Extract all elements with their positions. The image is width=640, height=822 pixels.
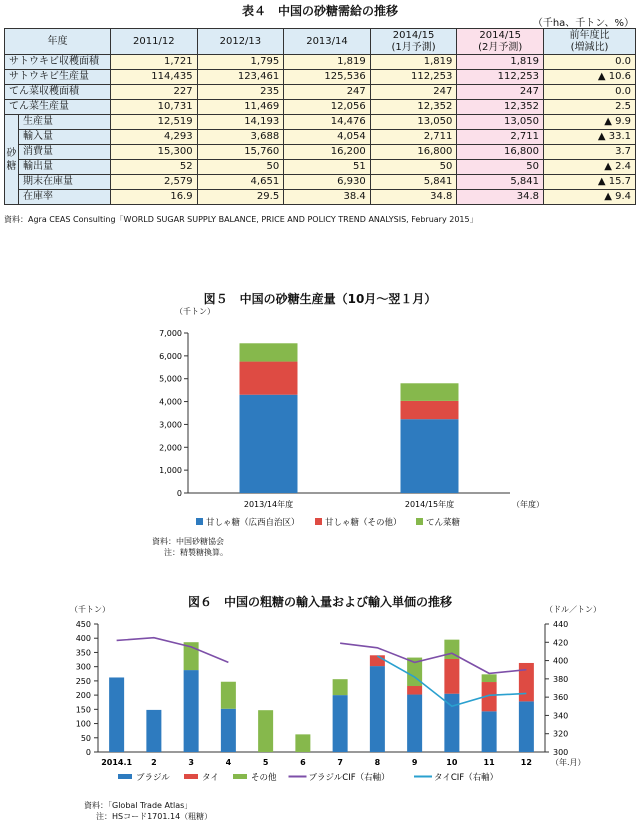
chart5-notes bbox=[152, 536, 228, 558]
table-cell: 227 bbox=[111, 85, 198, 100]
table-row bbox=[5, 175, 636, 190]
y-tick-label: 50 bbox=[80, 733, 91, 743]
table-row bbox=[5, 70, 636, 85]
chart6-note: 注：HSコード1701.14（粗糖） bbox=[96, 812, 213, 821]
table-cell: 13,050 bbox=[370, 115, 457, 130]
legend-label: タイ bbox=[202, 773, 219, 783]
header-col: 2014/15 (2月予測) bbox=[457, 29, 544, 55]
bar-segment bbox=[519, 663, 534, 701]
row-label: 在庫率 bbox=[19, 190, 111, 205]
header-year: 年度 bbox=[5, 29, 111, 55]
bar-segment bbox=[221, 709, 236, 752]
legend-label: 甘しゃ糖（その他） bbox=[325, 518, 402, 528]
table-cell: 4,651 bbox=[197, 175, 284, 190]
change-cell: 0.0 bbox=[544, 85, 636, 100]
table-cell: 29.5 bbox=[197, 190, 284, 205]
bar-segment bbox=[482, 711, 497, 752]
y-tick-label: 300 bbox=[75, 662, 91, 672]
header-col: 2012/13 bbox=[197, 29, 284, 55]
bar-segment bbox=[401, 401, 459, 419]
legend-label: ブラジル bbox=[136, 773, 170, 783]
y2-tick-label: 300 bbox=[553, 748, 569, 757]
table-row bbox=[5, 190, 636, 205]
y-tick-label: 450 bbox=[75, 620, 91, 629]
y-tick-label: 400 bbox=[75, 634, 91, 644]
table-cell: 51 bbox=[284, 160, 371, 175]
table-cell: 247 bbox=[457, 85, 544, 100]
x-tick-label: 9 bbox=[411, 758, 418, 767]
y-tick-label: 3,000 bbox=[159, 420, 182, 430]
x-tick-label: 6 bbox=[300, 758, 306, 767]
table-cell: 114,435 bbox=[111, 70, 198, 85]
y2-tick-label: 420 bbox=[553, 638, 569, 648]
table-cell: 1,819 bbox=[370, 55, 457, 70]
change-cell: ▲ 33.1 bbox=[544, 130, 636, 145]
bar-segment bbox=[519, 701, 534, 752]
table4-title: 表４ 中国の砂糖需給の推移 bbox=[241, 4, 398, 18]
table-cell: 247 bbox=[284, 85, 371, 100]
chart6-svg bbox=[0, 602, 640, 802]
x-tick-label: 2014/15年度 bbox=[404, 500, 455, 509]
table4-unit: （千ha、千トン、%） bbox=[532, 18, 634, 29]
y2-tick-label: 360 bbox=[553, 693, 569, 703]
table-cell: 12,056 bbox=[284, 100, 371, 115]
chart5-svg bbox=[0, 300, 640, 570]
row-label: サトウキビ生産量 bbox=[5, 70, 111, 85]
table-row bbox=[5, 160, 636, 175]
chart6-xlabel: （年.月） bbox=[551, 758, 586, 767]
bar-segment bbox=[240, 362, 298, 395]
bar-segment bbox=[258, 710, 273, 752]
table-cell: 5,841 bbox=[370, 175, 457, 190]
sugar-group-label: 砂 糖 bbox=[5, 115, 19, 205]
chart6-notes bbox=[84, 800, 212, 822]
row-label: てん菜収穫面積 bbox=[5, 85, 111, 100]
chart5-note: 資料：中国砂糖協会 bbox=[152, 537, 224, 546]
x-tick-label: 8 bbox=[374, 758, 381, 767]
table-cell: 10,731 bbox=[111, 100, 198, 115]
legend-swatch bbox=[118, 774, 132, 779]
table-row bbox=[5, 55, 636, 70]
bar-segment bbox=[401, 419, 459, 493]
x-tick-label: 2014.1 bbox=[101, 758, 133, 767]
legend-label: てん菜糖 bbox=[426, 518, 461, 528]
table-cell: 112,253 bbox=[457, 70, 544, 85]
line-series-segment bbox=[340, 643, 526, 673]
table-cell: 12,352 bbox=[457, 100, 544, 115]
table-cell: 16,800 bbox=[457, 145, 544, 160]
table-cell: 16,200 bbox=[284, 145, 371, 160]
change-cell: ▲ 10.6 bbox=[544, 70, 636, 85]
table-cell: 123,461 bbox=[197, 70, 284, 85]
bar-segment bbox=[407, 686, 422, 695]
table-cell: 16.9 bbox=[111, 190, 198, 205]
header-col: 2014/15 (1月予測) bbox=[370, 29, 457, 55]
y2-tick-label: 440 bbox=[553, 620, 569, 629]
y-tick-label: 250 bbox=[75, 676, 91, 686]
table-cell: 52 bbox=[111, 160, 198, 175]
x-tick-label: 4 bbox=[225, 758, 232, 767]
x-tick-label: 11 bbox=[483, 758, 495, 767]
y2-tick-label: 400 bbox=[553, 656, 569, 666]
row-label: 消費量 bbox=[19, 145, 111, 160]
table-cell: 2,711 bbox=[457, 130, 544, 145]
legend-label: タイCIF（右軸） bbox=[434, 773, 499, 783]
table-cell: 2,711 bbox=[370, 130, 457, 145]
x-tick-label: 5 bbox=[262, 758, 269, 767]
chart6-y2label: （ドル／トン） bbox=[545, 605, 601, 614]
chart5-note: 注：精製糖換算。 bbox=[164, 548, 228, 557]
chart5-title: 図５ 中国の砂糖生産量（10月～翌１月） bbox=[203, 292, 437, 306]
table-cell: 4,054 bbox=[284, 130, 371, 145]
y-tick-label: 2,000 bbox=[159, 443, 182, 453]
bar-segment bbox=[333, 695, 348, 752]
bar-segment bbox=[221, 682, 236, 709]
y-tick-label: 200 bbox=[75, 691, 91, 701]
table-cell: 34.8 bbox=[370, 190, 457, 205]
table-cell: 34.8 bbox=[457, 190, 544, 205]
table-cell: 16,800 bbox=[370, 145, 457, 160]
table-cell: 1,795 bbox=[197, 55, 284, 70]
change-cell: 2.5 bbox=[544, 100, 636, 115]
bar-segment bbox=[240, 343, 298, 361]
table-row bbox=[5, 145, 636, 160]
bar-segment bbox=[240, 395, 298, 493]
supply-demand-table bbox=[4, 28, 636, 205]
table-header-row bbox=[5, 29, 636, 55]
bar-segment bbox=[146, 710, 161, 752]
change-cell: ▲ 2.4 bbox=[544, 160, 636, 175]
y-tick-label: 150 bbox=[75, 705, 91, 715]
table-cell: 2,579 bbox=[111, 175, 198, 190]
change-cell: ▲ 9.4 bbox=[544, 190, 636, 205]
legend-swatch bbox=[184, 774, 198, 779]
table-cell: 1,721 bbox=[111, 55, 198, 70]
legend-swatch bbox=[233, 774, 247, 779]
table-cell: 4,293 bbox=[111, 130, 198, 145]
table-cell: 15,300 bbox=[111, 145, 198, 160]
table-cell: 1,819 bbox=[284, 55, 371, 70]
x-tick-label: 2013/14年度 bbox=[243, 500, 294, 509]
table-cell: 1,819 bbox=[457, 55, 544, 70]
bar-segment bbox=[444, 659, 459, 694]
bar-segment bbox=[109, 677, 124, 752]
chart6-title: 図６ 中国の粗糖の輸入量および輸入単価の推移 bbox=[187, 595, 452, 609]
table-row bbox=[5, 100, 636, 115]
bar-segment bbox=[370, 666, 385, 752]
y-tick-label: 4,000 bbox=[159, 397, 182, 407]
table-row bbox=[5, 130, 636, 145]
legend-label: 甘しゃ糖（広西自治区） bbox=[206, 518, 300, 528]
change-cell: 3.7 bbox=[544, 145, 636, 160]
y-tick-label: 100 bbox=[75, 719, 91, 729]
table-cell: 5,841 bbox=[457, 175, 544, 190]
table-cell: 15,760 bbox=[197, 145, 284, 160]
y-tick-label: 7,000 bbox=[159, 329, 182, 338]
table4-source: 資料：Agra CEAS Consulting「WORLD SUGAR SUPPLY BALANCE, PRICE AND POLICY TREND ANALYSIS, February 2015」 bbox=[4, 215, 478, 224]
table-cell: 12,519 bbox=[111, 115, 198, 130]
legend-label: その他 bbox=[251, 773, 277, 783]
y-tick-label: 350 bbox=[75, 648, 91, 658]
table-cell: 235 bbox=[197, 85, 284, 100]
row-label: サトウキビ収穫面積 bbox=[5, 55, 111, 70]
y2-tick-label: 380 bbox=[553, 674, 569, 684]
chart5-ylabel: （千トン） bbox=[175, 307, 215, 316]
table-cell: 38.4 bbox=[284, 190, 371, 205]
table-cell: 13,050 bbox=[457, 115, 544, 130]
y-tick-label: 6,000 bbox=[159, 351, 182, 361]
change-cell: 0.0 bbox=[544, 55, 636, 70]
x-tick-label: 2 bbox=[151, 758, 157, 767]
y-tick-label: 0 bbox=[85, 748, 91, 757]
bar-segment bbox=[295, 734, 310, 752]
table-cell: 6,930 bbox=[284, 175, 371, 190]
header-col: 前年度比 (増減比) bbox=[544, 29, 636, 55]
bar-segment bbox=[333, 679, 348, 695]
table-row bbox=[5, 85, 636, 100]
legend-label: ブラジルCIF（右軸） bbox=[308, 773, 390, 783]
change-cell: ▲ 15.7 bbox=[544, 175, 636, 190]
line-series-segment bbox=[117, 638, 229, 663]
chart6-note: 資料：「Global Trade Atlas」 bbox=[84, 801, 193, 810]
table-cell: 125,536 bbox=[284, 70, 371, 85]
x-tick-label: 12 bbox=[520, 758, 532, 767]
row-label: 輸入量 bbox=[19, 130, 111, 145]
table-cell: 12,352 bbox=[370, 100, 457, 115]
x-tick-label: 7 bbox=[337, 758, 343, 767]
row-label: 生産量 bbox=[19, 115, 111, 130]
chart6-ylabel: （千トン） bbox=[70, 605, 110, 614]
table-cell: 14,476 bbox=[284, 115, 371, 130]
table-cell: 50 bbox=[370, 160, 457, 175]
header-col: 2011/12 bbox=[111, 29, 198, 55]
table-cell: 112,253 bbox=[370, 70, 457, 85]
y-tick-label: 0 bbox=[176, 489, 182, 498]
y2-tick-label: 320 bbox=[553, 729, 569, 739]
table-cell: 50 bbox=[457, 160, 544, 175]
row-label: てん菜生産量 bbox=[5, 100, 111, 115]
x-tick-label: 3 bbox=[188, 758, 194, 767]
change-cell: ▲ 9.9 bbox=[544, 115, 636, 130]
legend-swatch bbox=[416, 518, 423, 525]
table-cell: 14,193 bbox=[197, 115, 284, 130]
table-cell: 247 bbox=[370, 85, 457, 100]
table-row bbox=[5, 115, 636, 130]
y-tick-label: 1,000 bbox=[159, 466, 182, 476]
bar-segment bbox=[482, 674, 497, 682]
chart5-xlabel: （年度） bbox=[512, 500, 544, 509]
bar-segment bbox=[401, 383, 459, 401]
table-cell: 50 bbox=[197, 160, 284, 175]
y-tick-label: 5,000 bbox=[159, 374, 182, 384]
bar-segment bbox=[184, 670, 199, 752]
legend-swatch bbox=[315, 518, 322, 525]
x-tick-label: 10 bbox=[446, 758, 458, 767]
table-cell: 11,469 bbox=[197, 100, 284, 115]
row-label: 期末在庫量 bbox=[19, 175, 111, 190]
legend-swatch bbox=[196, 518, 203, 525]
y2-tick-label: 340 bbox=[553, 711, 569, 721]
bar-segment bbox=[407, 695, 422, 752]
table-cell: 3,688 bbox=[197, 130, 284, 145]
header-col: 2013/14 bbox=[284, 29, 371, 55]
row-label: 輸出量 bbox=[19, 160, 111, 175]
